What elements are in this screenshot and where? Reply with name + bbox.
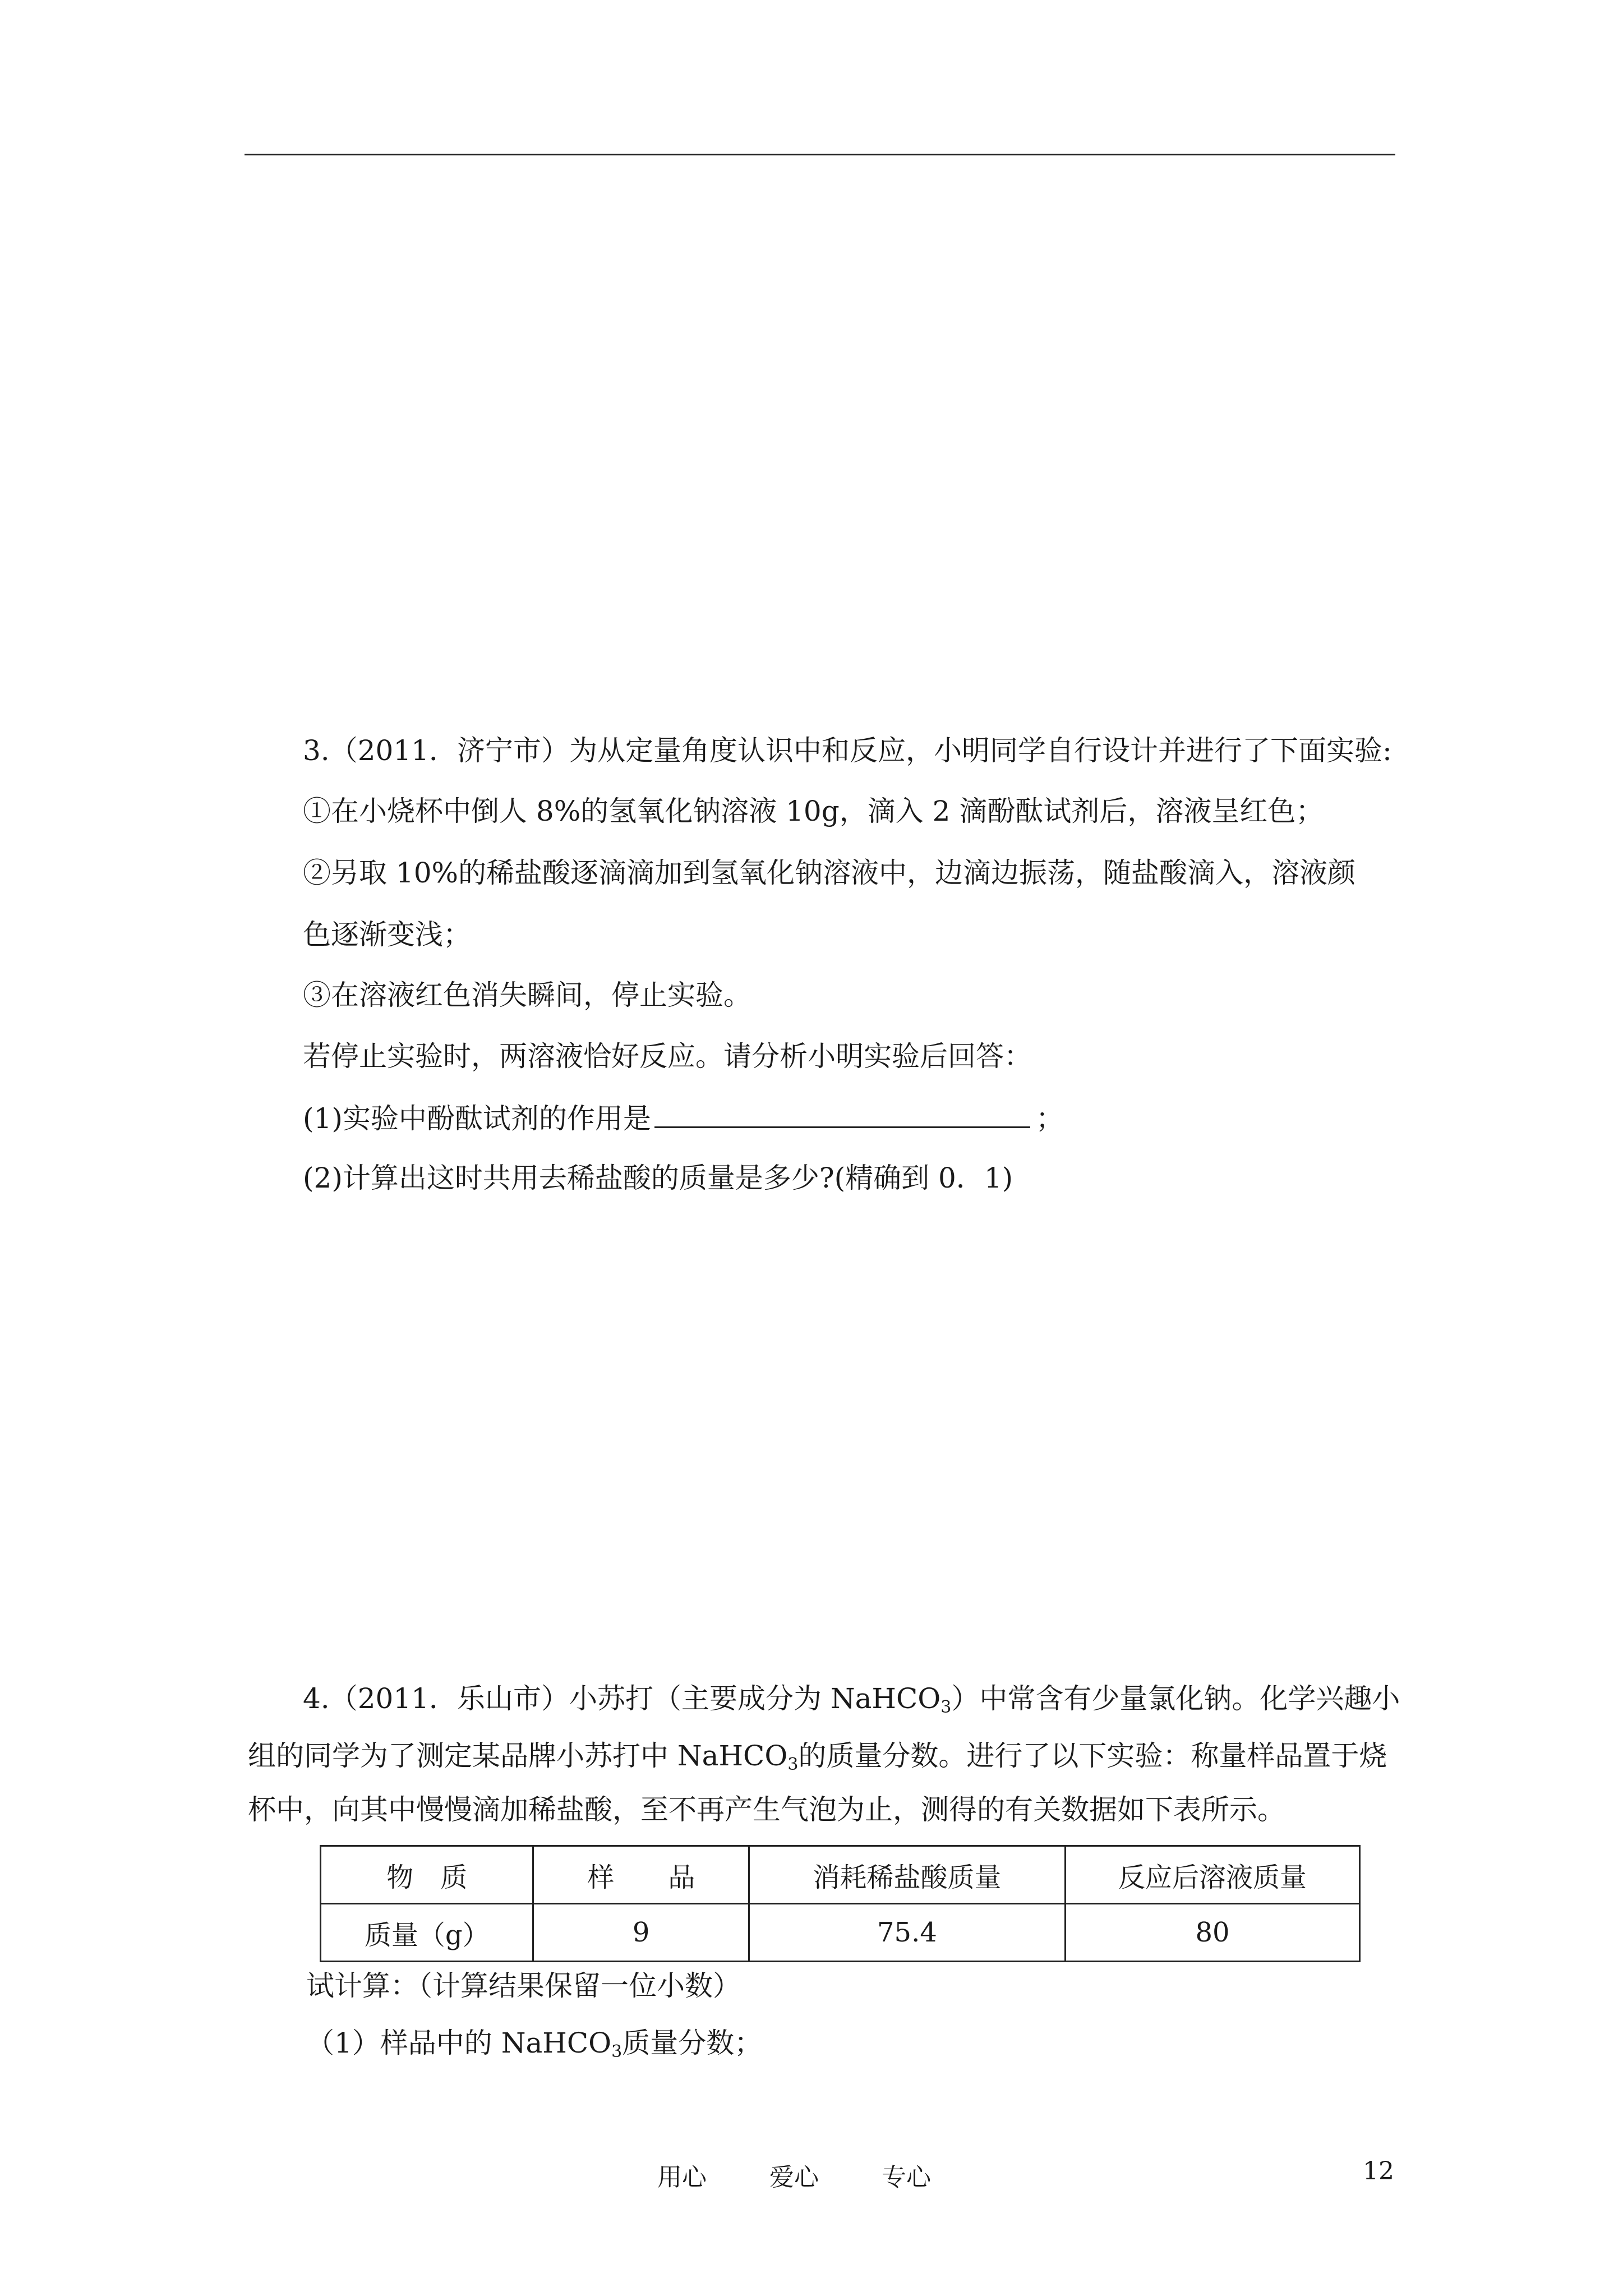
table-cell: 质量（g） [321, 1904, 533, 1962]
q4-line1 [303, 1682, 1400, 1715]
footer-motto-1: 用心 [657, 2163, 707, 2192]
q4-line3: 杯中，向其中慢慢滴加稀盐酸，至不再产生气泡为止，测得的有关数据如下表所示。 [248, 1793, 1285, 1826]
q4-line2-a: 组的同学为了测定某品牌小苏打中 NaHCO [248, 1740, 788, 1772]
q4-part1-a: （1）样品中的 NaHCO [306, 2027, 612, 2059]
q3-part1-suffix: ； [1035, 1102, 1064, 1135]
q4-line1-b: ）中常含有少量氯化钠。化学兴趣小 [951, 1682, 1400, 1715]
table-row [321, 1904, 1360, 1962]
header-rule [245, 154, 1395, 155]
q4-part1 [306, 2026, 762, 2060]
q4-line2 [248, 1739, 1387, 1773]
q3-title: 3.（2011．济宁市）为从定量角度认识中和反应，小明同学自行设计并进行了下面实验: [303, 734, 1392, 767]
subscript: 3 [611, 2042, 623, 2062]
data-table [320, 1845, 1361, 1962]
table-header-cell: 样 品 [533, 1846, 749, 1904]
q3-step2-line2: 色逐渐变浅； [303, 918, 471, 951]
table-cell: 80 [1065, 1904, 1359, 1962]
q3-step1: ①在小烧杯中倒人 8%的氢氧化钠溶液 10g，滴入 2 滴酚酞试剂后，溶液呈红色； [303, 795, 1324, 827]
q4-line1-a: 4.（2011．乐山市）小苏打（主要成分为 NaHCO [303, 1682, 941, 1715]
table-cell: 75.4 [749, 1904, 1065, 1962]
q3-part1-prefix: (1)实验中酚酞试剂的作用是 [303, 1102, 651, 1135]
subscript: 3 [940, 1697, 952, 1717]
q3-intro: 若停止实验时，两溶液恰好反应。请分析小明实验后回答： [303, 1040, 1032, 1073]
q3-step2-line1: ②另取 10%的稀盐酸逐滴滴加到氢氧化钠溶液中，边滴边振荡，随盐酸滴入，溶液颜 [303, 857, 1356, 889]
footer-motto-3: 专心 [882, 2163, 931, 2192]
q4-calc-title: 试计算：（计算结果保留一位小数） [306, 1970, 741, 2002]
table-header-row [321, 1846, 1360, 1904]
subscript: 3 [787, 1755, 799, 1774]
table-header-cell: 反应后溶液质量 [1065, 1846, 1359, 1904]
q3-part2: (2)计算出这时共用去稀盐酸的质量是多少?(精确到 0．1) [303, 1162, 1013, 1194]
q3-part1 [303, 1101, 1064, 1135]
table-cell: 9 [533, 1904, 749, 1962]
page-number: 12 [1363, 2157, 1394, 2185]
footer-motto-2: 爱心 [769, 2163, 819, 2192]
table-header-cell: 消耗稀盐酸质量 [749, 1846, 1065, 1904]
q4-line2-b: 的质量分数。进行了以下实验：称量样品置于烧 [798, 1740, 1387, 1772]
q3-step3: ③在溶液红色消失瞬间，停止实验。 [303, 979, 751, 1011]
table-header-cell: 物 质 [321, 1846, 533, 1904]
q4-part1-b: 质量分数； [622, 2027, 763, 2059]
answer-blank[interactable] [654, 1101, 1030, 1128]
